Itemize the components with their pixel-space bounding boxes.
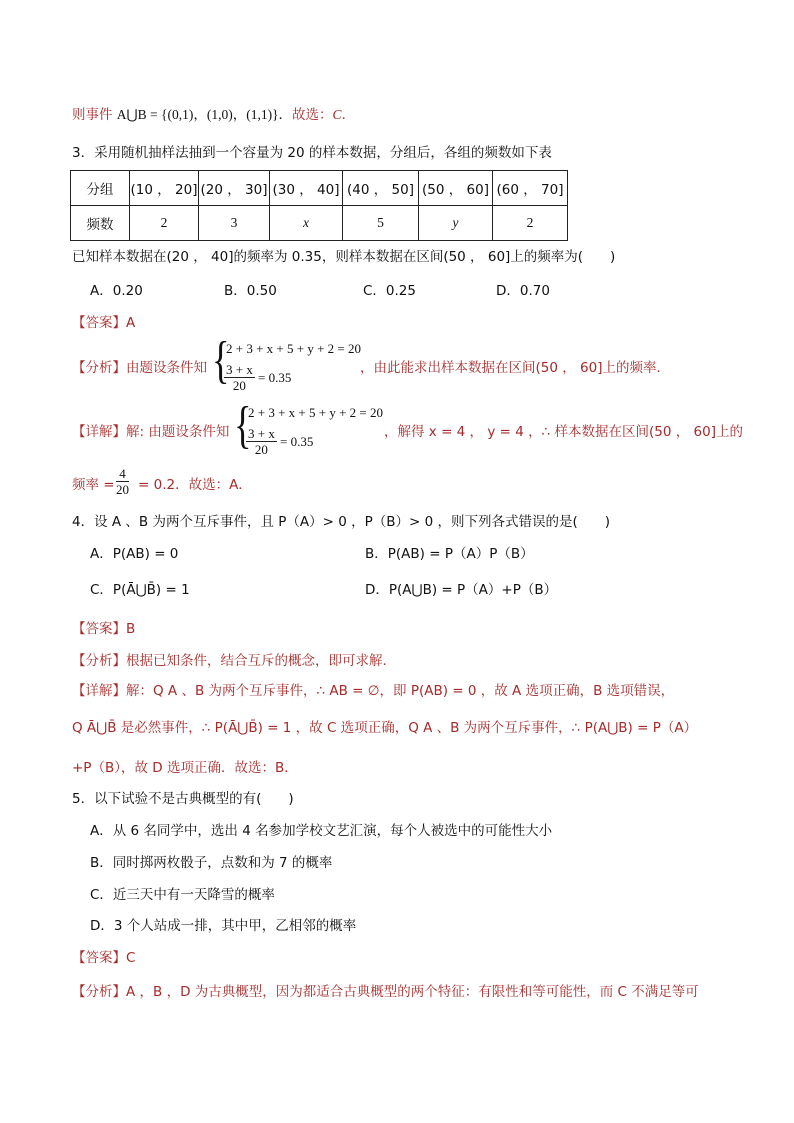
frequency-table bbox=[70, 170, 568, 241]
table-cell: (40 ， 50] bbox=[343, 171, 419, 206]
q4-option-a: A．P(AB) = 0 bbox=[90, 546, 179, 562]
detail-text: 解：Q A 、B 为两个互斥事件，∴ AB = ∅，即 P(AB) = 0 ，故 A 选项正确，B 选项错误， bbox=[126, 683, 675, 699]
q3-answer: 【答案】A bbox=[72, 315, 136, 331]
equation-1: 2 + 3 + x + 5 + y + 2 = 20 bbox=[248, 405, 383, 420]
table-row-frequencies bbox=[71, 206, 568, 241]
q5-option-c: C．近三天中有一天降雪的概率 bbox=[90, 887, 275, 903]
q2-math: A⋃B = {(0,1)，(1,0)，(1,1)}． bbox=[116, 107, 293, 122]
q5-option-b: B．同时掷两枚骰子，点数和为 7 的概率 bbox=[90, 855, 333, 871]
table-cell: y bbox=[419, 206, 493, 241]
brace-symbol: { bbox=[212, 332, 230, 389]
q2-rest: 故选： bbox=[292, 107, 333, 123]
q5-analysis bbox=[72, 983, 699, 1001]
table-cell: (60 ， 70] bbox=[493, 171, 568, 206]
q4-analysis bbox=[72, 652, 396, 670]
analysis-label: 【分析】 bbox=[72, 360, 126, 376]
table-cell: 分组 bbox=[71, 171, 130, 206]
q3-detail-line2 bbox=[72, 476, 115, 494]
table-cell: 2 bbox=[493, 206, 568, 241]
detail-fraction bbox=[116, 466, 129, 497]
q2-end: ． bbox=[341, 107, 356, 123]
q3-option-c: C．0.25 bbox=[363, 283, 416, 299]
analysis-text: 根据已知条件，结合互斥的概念，即可求解． bbox=[126, 653, 396, 669]
q3-detail bbox=[72, 423, 229, 441]
q4-option-b: B．P(AB) = P（A）P（B） bbox=[365, 546, 534, 562]
equation-2-rhs: = 0.35 bbox=[280, 434, 314, 449]
q5-answer: 【答案】C bbox=[72, 950, 136, 966]
equation-1: 2 + 3 + x + 5 + y + 2 = 20 bbox=[226, 341, 361, 356]
equation-2-fraction bbox=[246, 426, 277, 457]
detail-result: = 0.2．故选：A． bbox=[138, 477, 252, 493]
table-row-groups bbox=[71, 171, 568, 206]
fraction-denominator: 20 bbox=[254, 442, 268, 457]
analysis-text: 由题设条件知 bbox=[126, 360, 207, 376]
table-cell: 3 bbox=[199, 206, 270, 241]
table-cell: x bbox=[270, 206, 343, 241]
q2-prefix: 则事件 bbox=[72, 107, 117, 123]
q2-conclusion bbox=[72, 106, 355, 124]
table-cell: 2 bbox=[130, 206, 199, 241]
table-cell: (20 ， 30] bbox=[199, 171, 270, 206]
q4-answer: 【答案】B bbox=[72, 621, 136, 637]
q3-analysis bbox=[72, 359, 207, 377]
q4-detail-line3: +P（B），故 D 选项正确．故选：B． bbox=[72, 760, 298, 776]
table-cell: (30 ， 40] bbox=[270, 171, 343, 206]
fraction-numerator: 3 + x bbox=[248, 426, 275, 441]
detail-text: 解: 由题设条件知 bbox=[126, 424, 230, 440]
q4-stem: 4．设 A 、B 为两个互斥事件，且 P（A）> 0 ，P（B）> 0 ，则下列各式错误的是( ) bbox=[72, 514, 611, 530]
q5-stem: 5．以下试验不是古典概型的有( ) bbox=[72, 791, 294, 807]
fraction-numerator: 4 bbox=[116, 466, 129, 482]
q4-detail-line2: Q Ā⋃B̄ 是必然事件，∴ P(Ā⋃B̄) = 1 ，故 C 选项正确，Q A 、B 为两个互斥事件，∴ P(A⋃B) = P（A） bbox=[72, 720, 698, 736]
q3-analysis-tail: ，由此能求出样本数据在区间(50 ， 60]上的频率． bbox=[360, 360, 670, 376]
table-cell: 频数 bbox=[71, 206, 130, 241]
fraction-numerator: 3 + x bbox=[226, 362, 253, 377]
q4-option-d: D．P(A⋃B) = P（A）+P（B） bbox=[365, 582, 558, 598]
equation-2-fraction bbox=[224, 362, 255, 393]
analysis-text: A ，B ，D 为古典概型，因为都适合古典概型的两个特征：有限性和等可能性，而 C 不满足等可 bbox=[126, 984, 699, 1000]
table-cell: (10 ， 20] bbox=[130, 171, 199, 206]
detail-label: 【详解】 bbox=[72, 424, 126, 440]
q2-choice: C bbox=[332, 107, 342, 122]
detail-prefix: 频率 = bbox=[72, 477, 115, 493]
detail-label: 【详解】 bbox=[72, 683, 126, 699]
table-cell: 5 bbox=[343, 206, 419, 241]
fraction-denominator: 20 bbox=[232, 378, 246, 393]
brace-symbol: { bbox=[234, 397, 252, 454]
q3-detail-tail: ，解得 x = 4 ， y = 4 ，∴ 样本数据在区间(50 ， 60]上的 bbox=[384, 424, 743, 440]
q3-option-d: D．0.70 bbox=[496, 283, 550, 299]
table-cell: (50 ， 60] bbox=[419, 171, 493, 206]
analysis-label: 【分析】 bbox=[72, 984, 126, 1000]
q5-option-a: A．从 6 名同学中，选出 4 名参加学校文艺汇演，每个人被选中的可能性大小 bbox=[90, 823, 553, 839]
q3-question: 已知样本数据在(20 ， 40]的频率为 0.35，则样本数据在区间(50 ， 60]上的频率为( ) bbox=[72, 249, 616, 265]
equation-2-rhs: = 0.35 bbox=[258, 370, 292, 385]
q3-option-b: B．0.50 bbox=[224, 283, 277, 299]
q3-option-a: A．0.20 bbox=[90, 283, 143, 299]
fraction-denominator: 20 bbox=[116, 482, 129, 497]
q4-option-c: C．P(Ā⋃B̄) = 1 bbox=[90, 582, 190, 598]
q3-stem: 3．采用随机抽样法抽到一个容量为 20 的样本数据，分组后，各组的频数如下表 bbox=[72, 145, 552, 161]
q5-option-d: D．3 个人站成一排，其中甲，乙相邻的概率 bbox=[90, 918, 357, 934]
analysis-label: 【分析】 bbox=[72, 653, 126, 669]
q4-detail-line1 bbox=[72, 682, 674, 700]
